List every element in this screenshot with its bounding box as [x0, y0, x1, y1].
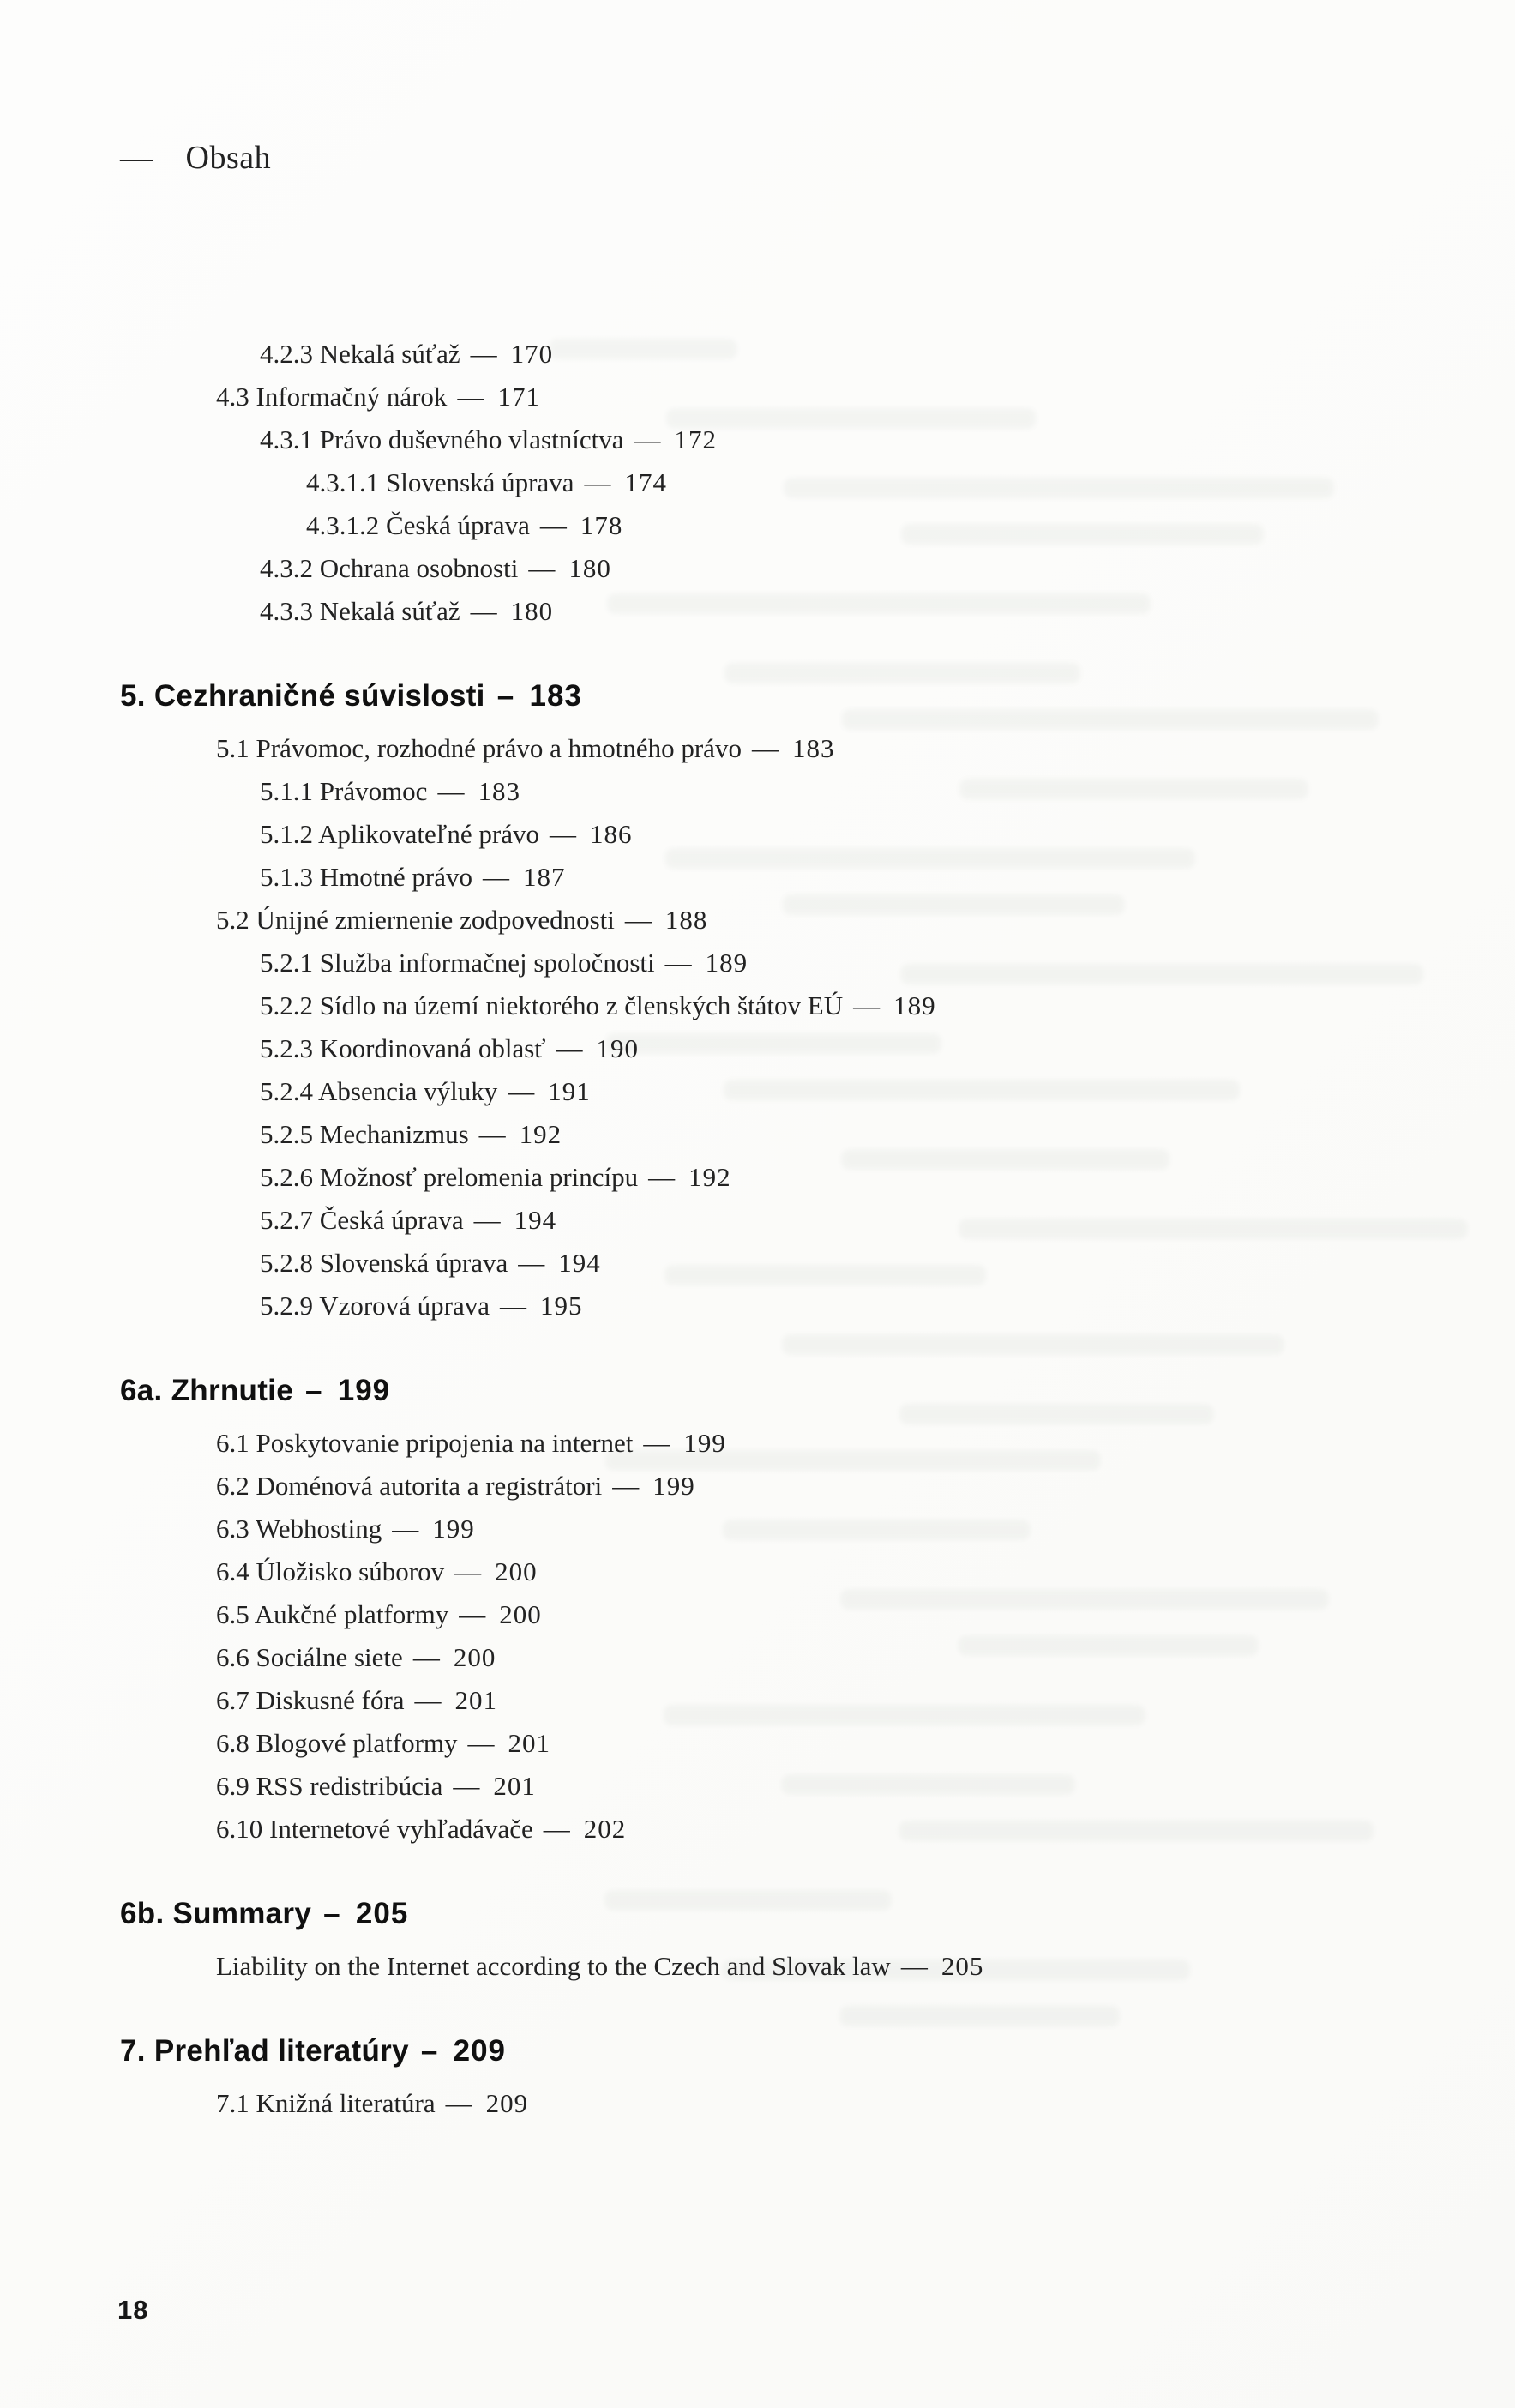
toc-entry-label: 4.3.1 Právo duševného vlastníctva — [260, 424, 624, 455]
toc-entry-page-number: 189 — [893, 990, 936, 1020]
toc-dash-separator: — — [549, 819, 576, 849]
toc-dash-separator: – — [323, 1897, 340, 1930]
toc-entry-label: 7.1 Knižná literatúra — [216, 2088, 436, 2118]
toc-entry-page-number: 201 — [493, 1771, 536, 1801]
toc-entry — [0, 942, 1515, 984]
toc-dash-separator: — — [453, 1771, 480, 1801]
toc-entry-label: 5.2.9 Vzorová úprava — [260, 1291, 490, 1321]
toc-entry-label: 5.2.2 Sídlo na území niektorého z členských štátov EÚ — [260, 990, 844, 1020]
toc-entry — [0, 1722, 1515, 1765]
toc-entry — [0, 1199, 1515, 1242]
toc-entry — [0, 1508, 1515, 1550]
toc-entry — [0, 333, 1515, 376]
toc-entry-page-number: 174 — [624, 467, 668, 497]
toc-entry — [0, 1156, 1515, 1199]
toc-entry-label: 6.6 Sociálne siete — [216, 1642, 403, 1672]
toc-entry-label: 4.2.3 Nekalá súťaž — [260, 339, 460, 369]
toc-dash-separator: – — [420, 2034, 438, 2068]
toc-entry-page-number: 186 — [589, 819, 633, 849]
toc-entry-label: 5.2.8 Slovenská úprava — [260, 1248, 508, 1278]
toc-entry — [0, 899, 1515, 942]
header-dash: — — [120, 140, 153, 176]
toc-entry-page-number: 178 — [580, 510, 623, 540]
toc-section-heading — [0, 1895, 1515, 1933]
toc-entry — [0, 547, 1515, 590]
toc-entry-page-number: 201 — [454, 1685, 498, 1715]
toc-entry-page-number: 209 — [485, 2088, 529, 2118]
toc-entry-page-number: 183 — [529, 679, 582, 713]
toc-entry-page-number: 180 — [510, 596, 554, 626]
page-header — [120, 139, 271, 177]
toc-entry — [0, 856, 1515, 899]
toc-dash-separator: — — [543, 1814, 570, 1844]
toc-dash-separator: — — [454, 1556, 482, 1586]
toc-entry-page-number: 192 — [519, 1119, 562, 1149]
toc-entry — [0, 727, 1515, 770]
toc-entry-label: 5. Cezhraničné súvislosti — [120, 679, 485, 713]
toc-dash-separator: — — [473, 1205, 501, 1235]
toc-entry-page-number: 183 — [791, 733, 835, 763]
toc-entry-label: 5.2.7 Česká úprava — [260, 1205, 464, 1235]
toc-entry-page-number: 183 — [478, 776, 520, 806]
toc-dash-separator: — — [539, 510, 567, 540]
toc-entry-label: 6.7 Diskusné fóra — [216, 1685, 405, 1715]
page-title: Obsah — [185, 140, 272, 176]
toc-dash-separator: — — [470, 339, 497, 369]
toc-entry-label: 6.4 Úložisko súborov — [216, 1556, 445, 1586]
toc-entry-label: 6.9 RSS redistribúcia — [216, 1771, 443, 1801]
toc-dash-separator: — — [664, 948, 692, 978]
toc-dash-separator: — — [470, 596, 497, 626]
toc-dash-separator: — — [478, 1119, 506, 1149]
toc-list — [0, 333, 1515, 2125]
toc-entry — [0, 1285, 1515, 1327]
toc-entry-page-number: 192 — [688, 1162, 731, 1192]
toc-entry-label: 5.2.1 Služba informačnej spoločnosti — [260, 948, 655, 978]
toc-entry-page-number: 189 — [705, 948, 748, 978]
toc-entry — [0, 1679, 1515, 1722]
toc-entry-label: 4.3.1.2 Česká úprava — [306, 510, 530, 540]
toc-entry-label: 6.3 Webhosting — [216, 1514, 382, 1544]
toc-entry-page-number: 199 — [337, 1374, 391, 1407]
toc-entry — [0, 1422, 1515, 1465]
toc-dash-separator: — — [584, 467, 611, 497]
toc-dash-separator: — — [392, 1514, 419, 1544]
toc-entry-label: 6a. Zhrnutie — [120, 1374, 293, 1407]
toc-entry-label: 6.1 Poskytovanie pripojenia na internet — [216, 1428, 634, 1458]
toc-entry-label: 7. Prehľad literatúry — [120, 2034, 409, 2068]
toc-entry-label: 6b. Summary — [120, 1897, 312, 1930]
toc-entry — [0, 984, 1515, 1027]
toc-entry-page-number: 199 — [652, 1471, 695, 1501]
toc-entry-label: 5.2.5 Mechanizmus — [260, 1119, 469, 1149]
toc-dash-separator: — — [457, 382, 484, 412]
toc-entry-page-number: 195 — [540, 1291, 583, 1321]
toc-dash-separator: — — [853, 990, 881, 1020]
toc-entry-label: 6.2 Doménová autorita a registrátori — [216, 1471, 603, 1501]
toc-entry-label: 6.5 Aukčné platformy — [216, 1599, 449, 1629]
toc-entry-page-number: 171 — [497, 382, 540, 412]
toc-entry — [0, 1765, 1515, 1808]
toc-entry-page-number: 170 — [510, 339, 554, 369]
toc-entry-page-number: 194 — [558, 1248, 601, 1278]
toc-dash-separator: — — [634, 424, 661, 455]
folio-page-number: 18 — [117, 2295, 149, 2325]
toc-entry — [0, 770, 1515, 813]
toc-dash-separator: — — [467, 1728, 495, 1758]
toc-entry-page-number: 180 — [568, 553, 611, 583]
toc-entry-label: 5.1.2 Aplikovateľné právo — [260, 819, 539, 849]
toc-entry-label: 5.2.4 Absencia výluky — [260, 1076, 498, 1106]
toc-dash-separator: — — [518, 1248, 545, 1278]
toc-entry — [0, 813, 1515, 856]
toc-entry-label: 4.3.3 Nekalá súťaž — [260, 596, 460, 626]
toc-entry-page-number: 190 — [596, 1033, 640, 1063]
toc-entry-label: 6.10 Internetové vyhľadávače — [216, 1814, 533, 1844]
toc-entry-page-number: 199 — [432, 1514, 475, 1544]
toc-entry-page-number: 209 — [453, 2034, 507, 2068]
toc-entry-page-number: 200 — [453, 1642, 496, 1672]
toc-entry — [0, 418, 1515, 461]
toc-entry-label: 4.3.2 Ochrana osobnosti — [260, 553, 519, 583]
toc-entry-page-number: 202 — [583, 1814, 627, 1844]
toc-entry-label: 5.2 Únijné zmiernenie zodpovednosti — [216, 905, 615, 935]
toc-entry-page-number: 187 — [522, 862, 566, 892]
toc-dash-separator: — — [643, 1428, 670, 1458]
toc-entry — [0, 1113, 1515, 1156]
toc-entry-page-number: 188 — [664, 905, 708, 935]
toc-entry-label: 5.2.3 Koordinovaná oblasť — [260, 1033, 546, 1063]
toc-entry — [0, 1636, 1515, 1679]
toc-dash-separator: — — [445, 2088, 472, 2118]
toc-dash-separator: – — [304, 1374, 322, 1407]
toc-dash-separator: — — [437, 776, 465, 806]
toc-entry — [0, 2082, 1515, 2125]
toc-entry — [0, 1808, 1515, 1851]
toc-dash-separator: — — [412, 1642, 440, 1672]
toc-entry-page-number: 199 — [683, 1428, 726, 1458]
toc-entry — [0, 1070, 1515, 1113]
toc-entry-page-number: 200 — [495, 1556, 538, 1586]
toc-entry-page-number: 205 — [355, 1897, 409, 1930]
toc-section-heading — [0, 2032, 1515, 2070]
toc-entry-page-number: 172 — [674, 424, 717, 455]
toc-entry-page-number: 201 — [508, 1728, 551, 1758]
toc-entry-label: 4.3.1.1 Slovenská úprava — [306, 467, 574, 497]
toc-dash-separator: — — [528, 553, 556, 583]
toc-entry-label: Liability on the Internet according to the Czech and Slovak law — [216, 1951, 891, 1981]
toc-entry — [0, 461, 1515, 504]
toc-dash-separator: — — [500, 1291, 527, 1321]
toc-entry-label: 5.1 Právomoc, rozhodné právo a hmotného právo — [216, 733, 742, 763]
toc-entry — [0, 1027, 1515, 1070]
toc-entry — [0, 590, 1515, 633]
toc-dash-separator: — — [482, 862, 509, 892]
toc-entry-page-number: 205 — [941, 1951, 984, 1981]
toc-entry — [0, 504, 1515, 547]
toc-dash-separator: — — [624, 905, 652, 935]
toc-entry — [0, 1945, 1515, 1988]
toc-entry — [0, 1242, 1515, 1285]
toc-dash-separator: — — [508, 1076, 535, 1106]
toc-entry-label: 5.1.1 Právomoc — [260, 776, 428, 806]
toc-entry-label: 5.2.6 Možnosť prelomenia princípu — [260, 1162, 639, 1192]
toc-entry-label: 5.1.3 Hmotné právo — [260, 862, 472, 892]
toc-entry-page-number: 200 — [499, 1599, 542, 1629]
toc-entry — [0, 1550, 1515, 1593]
toc-entry — [0, 1593, 1515, 1636]
toc-dash-separator: — — [751, 733, 779, 763]
toc-dash-separator: — — [556, 1033, 583, 1063]
toc-entry-label: 4.3 Informačný nárok — [216, 382, 448, 412]
toc-entry — [0, 1465, 1515, 1508]
toc-section-heading — [0, 677, 1515, 715]
toc-entry-label: 6.8 Blogové platformy — [216, 1728, 458, 1758]
toc-dash-separator: — — [612, 1471, 640, 1501]
toc-dash-separator: — — [459, 1599, 486, 1629]
toc-dash-separator: — — [414, 1685, 442, 1715]
toc-dash-separator: – — [496, 679, 514, 713]
toc-dash-separator: — — [900, 1951, 928, 1981]
toc-section-heading — [0, 1372, 1515, 1410]
toc-entry-page-number: 191 — [548, 1076, 591, 1106]
toc-entry-page-number: 194 — [514, 1205, 557, 1235]
toc-dash-separator: — — [648, 1162, 676, 1192]
toc-entry — [0, 376, 1515, 418]
